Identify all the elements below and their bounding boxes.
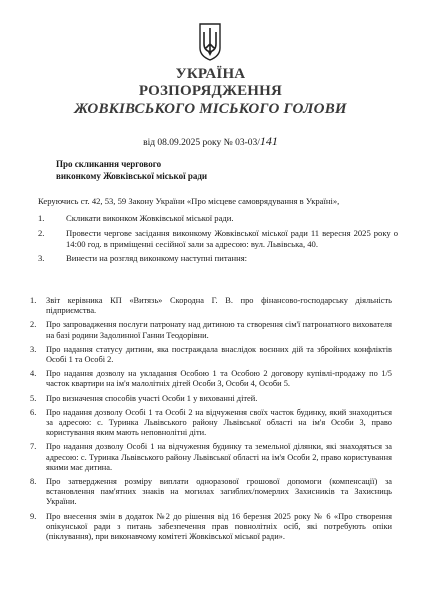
agenda-item-number: 2. — [30, 320, 37, 330]
agenda-item — [30, 408, 392, 439]
agenda-item-text: Про надання дозволу Особі 1 на відчуження будинку та земельної ділянки, які знаходяться за адресою: с. Туринка Львівського району Львівської області на ім'я Особи 2, право користування якими має дитина. — [46, 442, 392, 472]
handwritten-number: 141 — [259, 134, 278, 148]
agenda-item-text: Про надання дозволу на укладання Особою 1 та Особою 2 договору купівлі-продажу по 1/5 часток квартири на ім'я малолітніх дітей Особи 3, Особи 4, Особи 5. — [46, 369, 392, 389]
date-line — [0, 134, 421, 149]
agenda-item-text: Про внесення змін в додаток №2 до рішення від 16 березня 2025 року № 6 «Про створення опікунської ради з питань забезпечення прав повнолітніх осіб, які потребують опіки (піклування), при виконавчому комітеті Жовківської міської ради». — [46, 511, 392, 542]
agenda-item-number: 1. — [30, 296, 37, 305]
agenda-item-text: Про надання дозволу Особі 1 та Особі 2 на відчуження своїх часток будинку, який знаходиться за адресою: с. Туринка Львівського району Львівської області на ім'я Особи 3, право користування яким мають неповнолітні діти. — [46, 407, 392, 438]
coat-of-arms-icon — [198, 22, 222, 62]
agenda-item — [30, 477, 392, 508]
heading-doc-type: РОЗПОРЯДЖЕННЯ — [138, 83, 283, 99]
decision-item-number: 3. — [38, 253, 45, 264]
legal-basis: Керуючись ст. 42, 53, 59 Закону України «Про місцеве самоврядування в Україні», — [38, 196, 340, 206]
subject-line-1: Про скликання чергового — [56, 159, 162, 169]
subject-block — [56, 158, 286, 182]
decision-item — [38, 253, 398, 264]
agenda-item — [30, 442, 392, 473]
agenda-item-number: 8. — [30, 477, 37, 487]
agenda-item-text: Звіт керівника КП «Витязь» Скородна Г. В. про фінансово-господарську діяльність підприємства. — [46, 296, 392, 316]
agenda-item — [30, 512, 392, 543]
agenda-list — [30, 296, 392, 546]
agenda-item-text: Про визначення способів участі Особи 1 у вихованні дітей. — [46, 393, 258, 403]
agenda-item-number: 4. — [30, 369, 37, 379]
date-text: від 08.09.2025 року № 03-03/ — [143, 138, 260, 148]
decision-item-text: Провести чергове засідання виконкому Жовківської міської ради 11 вересня 2025 року о 14:00 год. в приміщенні сесійної зали за адресою: вул. Львівська, 40. — [66, 227, 398, 249]
agenda-item — [30, 345, 392, 365]
agenda-item — [30, 296, 392, 316]
heading-issuer: ЖОВКІВСЬКОГО МІСЬКОГО ГОЛОВИ — [74, 101, 347, 117]
decision-list — [38, 213, 398, 268]
decision-item-number: 2. — [38, 227, 45, 238]
agenda-item — [30, 394, 392, 404]
agenda-item-text: Про надання статусу дитини, яка постраждала внаслідок воєнних дій та збройних конфліктів Особі 1 та Особі 2. — [46, 344, 392, 365]
agenda-item — [30, 320, 392, 340]
agenda-item-number: 7. — [30, 442, 37, 452]
agenda-item — [30, 369, 392, 389]
agenda-item-text: Про затвердження розміру виплати одноразової грошової допомоги (компенсації) за встановлення пам'ятних знаків на могилах загиблих/померлих Захисників та Захисниць України. — [46, 477, 392, 507]
agenda-item-number: 3. — [30, 344, 37, 354]
agenda-item-number: 5. — [30, 393, 37, 403]
decision-item-text: Винести на розгляд виконкому наступні питання: — [66, 253, 248, 264]
decision-item — [38, 213, 398, 224]
subject-line-2: виконкому Жовківської міської ради — [56, 171, 208, 181]
decision-item-text: Скликати виконком Жовківської міської ради. — [66, 213, 234, 223]
decision-item — [38, 228, 398, 250]
agenda-item-number: 6. — [30, 407, 37, 417]
decision-item-number: 1. — [38, 213, 45, 223]
heading-country: УКРАЇНА — [175, 66, 246, 82]
agenda-item-text: Про запровадження послуги патронату над дитиною та створення сім'ї патронатного вихователя на базі родини Задолинної Ганни Теодорівни. — [46, 320, 392, 340]
agenda-item-number: 9. — [30, 511, 37, 521]
